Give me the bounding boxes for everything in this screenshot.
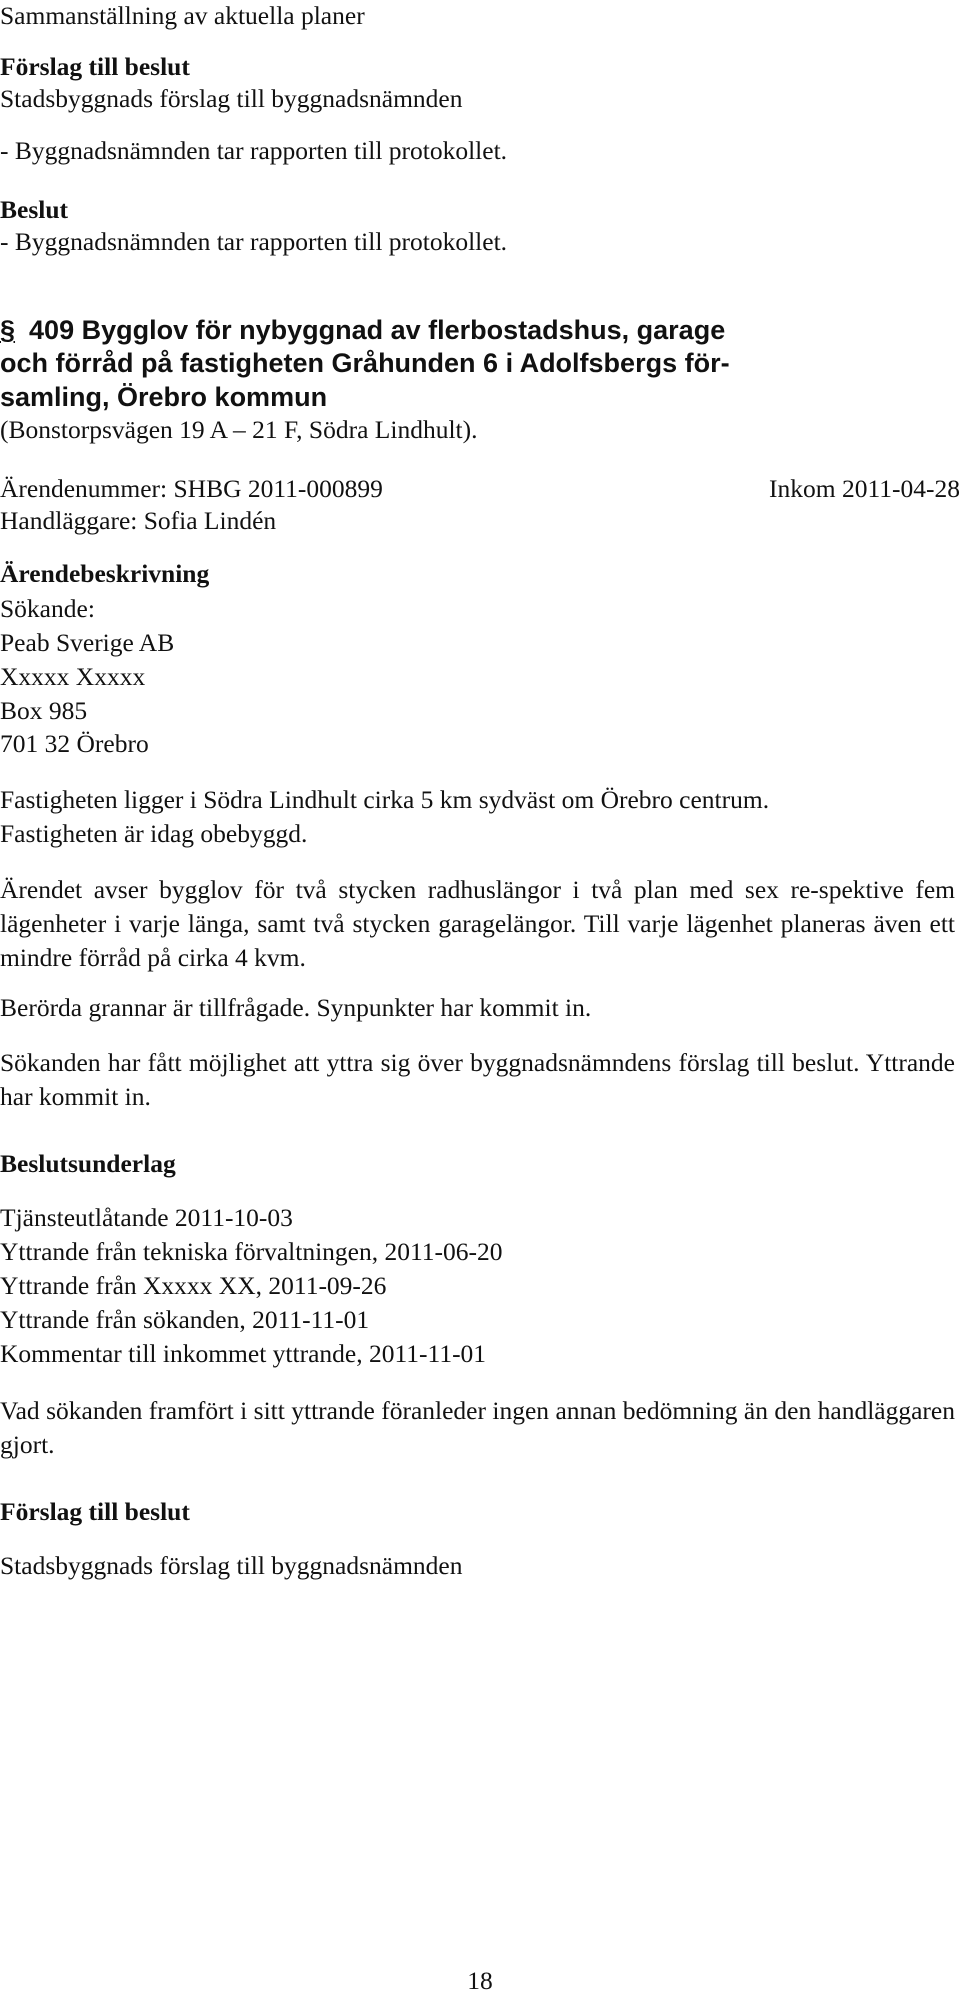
proposal-item: - Byggnadsnämnden tar rapporten till protokollet.	[0, 136, 508, 165]
basis-conclusion: Vad sökanden framfört i sitt yttrande föranleder ingen annan bedömning än den handläggaren gjort.	[0, 1396, 955, 1459]
applicant-line: 701 32 Örebro	[0, 729, 149, 758]
basis-title: Beslutsunderlag	[0, 1149, 176, 1178]
description-p1-line2: Fastigheten är idag obebyggd.	[0, 819, 308, 848]
page-heading: Sammanställning av aktuella planer	[0, 1, 365, 30]
description-p3: Berörda grannar är tillfrågade. Synpunkter har kommit in.	[0, 993, 592, 1022]
basis-item: Tjänsteutlåtande 2011-10-03	[0, 1203, 293, 1232]
basis-item: Kommentar till inkommet yttrande, 2011-11-01	[0, 1339, 487, 1368]
case-address: (Bonstorpsvägen 19 A – 21 F, Södra Lindhult).	[0, 415, 478, 444]
applicant-line: Xxxxx Xxxxx	[0, 662, 146, 691]
final-title: Förslag till beslut	[0, 1497, 190, 1526]
proposal-subtitle: Stadsbyggnads förslag till byggnadsnämnden	[0, 84, 463, 113]
applicant-label: Sökande:	[0, 594, 95, 623]
section-symbol: §	[0, 315, 16, 345]
description-p2: Ärendet avser bygglov för två stycken radhuslängor i två plan med sex re-spektive fem lägenheter i varje länga, samt två stycken garagelängor. Till varje lägenhet planeras även ett mindre förråd på cirka 4 kvm.	[0, 875, 955, 972]
case-number: Ärendenummer: SHBG 2011-000899	[0, 474, 383, 503]
basis-item: Yttrande från Xxxxx XX, 2011-09-26	[0, 1271, 387, 1300]
proposal-title: Förslag till beslut	[0, 52, 190, 81]
case-title-line-2: och förråd på fastigheten Gråhunden 6 i Adolfsbergs för-	[0, 348, 730, 378]
decision-title: Beslut	[0, 195, 69, 224]
applicant-line: Peab Sverige AB	[0, 628, 175, 657]
basis-item: Yttrande från sökanden, 2011-11-01	[0, 1305, 370, 1334]
basis-item: Yttrande från tekniska förvaltningen, 2011-06-20	[0, 1237, 503, 1266]
applicant-line: Box 985	[0, 696, 88, 725]
case-title-line-1	[0, 313, 725, 347]
decision-item: - Byggnadsnämnden tar rapporten till protokollet.	[0, 227, 508, 256]
case-officer: Handläggare: Sofia Lindén	[0, 506, 277, 535]
description-p1-line1: Fastigheten ligger i Södra Lindhult cirka 5 km sydväst om Örebro centrum.	[0, 785, 770, 814]
description-title: Ärendebeskrivning	[0, 559, 210, 588]
final-subtitle: Stadsbyggnads förslag till byggnadsnämnden	[0, 1551, 463, 1580]
page-number: 18	[467, 1966, 493, 1995]
case-title-text-1: 409 Bygglov för nybyggnad av flerbostadshus, garage	[29, 315, 726, 345]
case-title-line-3: samling, Örebro kommun	[0, 382, 328, 412]
incoming-date: Inkom 2011-04-28	[769, 474, 960, 503]
description-p4: Sökanden har fått möjlighet att yttra sig över byggnadsnämndens förslag till beslut. Yttrande har kommit in.	[0, 1048, 955, 1111]
